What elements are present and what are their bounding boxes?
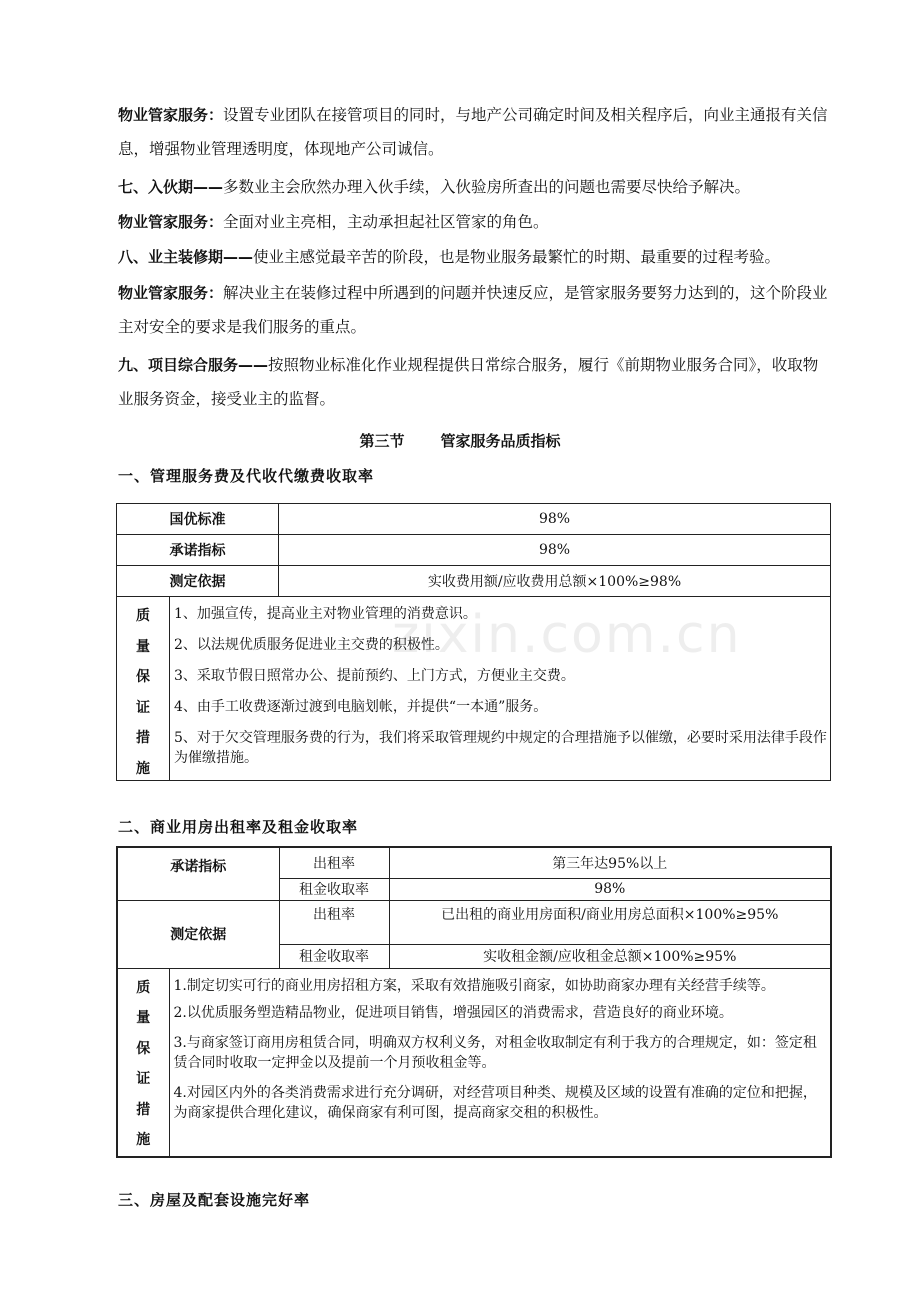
paragraph-lead: 物业管家服务： — [118, 284, 224, 302]
measures-list — [170, 597, 830, 780]
table-row — [117, 535, 831, 566]
list-item: 2.以优质服务塑造精品物业，促进项目销售，增强园区的消费需求，营造良好的商业环境。 — [173, 1004, 733, 1021]
list-item: 4.对园区内外的各类消费需求进行充分调研，对经营项目种类、规模及区域的设置有准确的定位和把握，为商家提供合理化建议，确保商家有利可图，提高商家交租的积极性。 — [173, 1084, 817, 1121]
measures-label: 质 量 保 证 措 施 — [117, 968, 169, 1157]
commit-item: 出租率 — [279, 847, 389, 878]
table-row — [117, 847, 831, 878]
commit-value: 第三年达95%以上 — [389, 847, 831, 878]
paragraph-lead: 九、项目综合服务—— — [118, 356, 269, 374]
table-row — [117, 566, 831, 597]
commercial-rental-table — [116, 846, 832, 1158]
row-label: 测定依据 — [117, 566, 279, 597]
list-item: 5、对于欠交管理服务费的行为，我们将采取管理规约中规定的合理措施予以催缴，必要时采用法律手段作为催缴措施。 — [174, 730, 827, 766]
paragraph-comprehensive-service — [118, 348, 830, 416]
watermark: zixin.com.cn — [392, 605, 742, 665]
paragraph-decoration-period — [118, 240, 830, 274]
measures-block — [117, 597, 830, 780]
table-row — [117, 900, 831, 944]
section-name: 管家服务品质指标 — [440, 432, 561, 450]
commit-item: 租金收取率 — [279, 878, 389, 900]
list-item: 1.制定切实可行的商业用房招租方案，采取有效措施吸引商家，如协助商家办理有关经营手续等。 — [173, 977, 775, 994]
paragraph-housekeeper-service-2 — [118, 205, 830, 239]
measures-list — [169, 968, 831, 1157]
heading-commercial-rental-rate: 二、商业用房出租率及租金收取率 — [118, 818, 359, 836]
table-row — [117, 504, 831, 535]
paragraph-text: 多数业主会欣然办理入伙手续，入伙验房所查出的问题也需要尽快给予解决。 — [223, 178, 751, 196]
basis-item: 租金收取率 — [279, 944, 389, 968]
row-label: 承诺指标 — [117, 535, 279, 566]
row-value: 实收费用额/应收费用总额×100%≥98% — [279, 566, 831, 597]
list-item: 3.与商家签订商用房租赁合同，明确双方权利义务，对租金收取制定有利于我方的合理规定，如：签定租赁合同时收取一定押金以及提前一个月预收租金等。 — [173, 1034, 817, 1071]
row-value: 98% — [279, 504, 831, 535]
paragraph-lead: 物业管家服务： — [118, 106, 224, 124]
paragraph-lead: 七、入伙期—— — [118, 178, 224, 196]
row-label: 国优标准 — [117, 504, 279, 535]
list-item: 3、采取节假日照常办公、提前预约、上门方式，方便业主交费。 — [174, 668, 575, 684]
paragraph-text: 按照物业标准化作业规程提供日常综合服务，履行《前期物业服务合同》，收取物业服务资金，接受业主的监督。 — [118, 356, 819, 408]
paragraph-text: 使业主感觉最辛苦的阶段，也是物业服务最繁忙的时期、最重要的过程考验。 — [253, 248, 781, 266]
commit-label: 承诺指标 — [117, 847, 279, 900]
paragraph-text: 全面对业主亮相，主动承担起社区管家的角色。 — [223, 213, 549, 231]
table-row-measures — [117, 597, 831, 781]
paragraph-lead: 八、业主装修期—— — [118, 248, 254, 266]
basis-value: 已出租的商业用房面积/商业用房总面积×100%≥95% — [389, 900, 831, 944]
basis-label: 测定依据 — [117, 900, 279, 968]
commit-value: 98% — [389, 878, 831, 900]
basis-value: 实收租金额/应收租金总额×100%≥95% — [389, 944, 831, 968]
fee-collection-table — [116, 503, 831, 781]
paragraph-text: 解决业主在装修过程中所遇到的问题并快速反应，是管家服务要努力达到的，这个阶段业主对安全的要求是我们服务的重点。 — [118, 284, 828, 336]
section-title — [0, 430, 920, 451]
list-item: 4、由手工收费逐渐过渡到电脑划帐，并提供“一本通”服务。 — [174, 699, 548, 715]
table-row-measures — [117, 968, 831, 1157]
paragraph-move-in-period — [118, 170, 830, 204]
list-item: 2、以法规优质服务促进业主交费的积极性。 — [174, 637, 449, 653]
measures-label: 质 量 保 证 措 施 — [117, 597, 170, 780]
heading-facility-integrity-rate: 三、房屋及配套设施完好率 — [118, 1191, 311, 1209]
paragraph-housekeeper-service-3 — [118, 276, 830, 344]
section-number: 第三节 — [359, 432, 405, 450]
paragraph-housekeeper-service-1 — [118, 98, 830, 166]
list-item: 1、加强宣传，提高业主对物业管理的消费意识。 — [174, 606, 477, 622]
heading-fee-collection-rate: 一、管理服务费及代收代缴费收取率 — [118, 467, 375, 485]
row-value: 98% — [279, 535, 831, 566]
basis-item: 出租率 — [279, 900, 389, 944]
paragraph-text: 设置专业团队在接管项目的同时，与地产公司确定时间及相关程序后，向业主通报有关信息，增强物业管理透明度，体现地产公司诚信。 — [118, 106, 828, 158]
paragraph-lead: 物业管家服务： — [118, 213, 224, 231]
